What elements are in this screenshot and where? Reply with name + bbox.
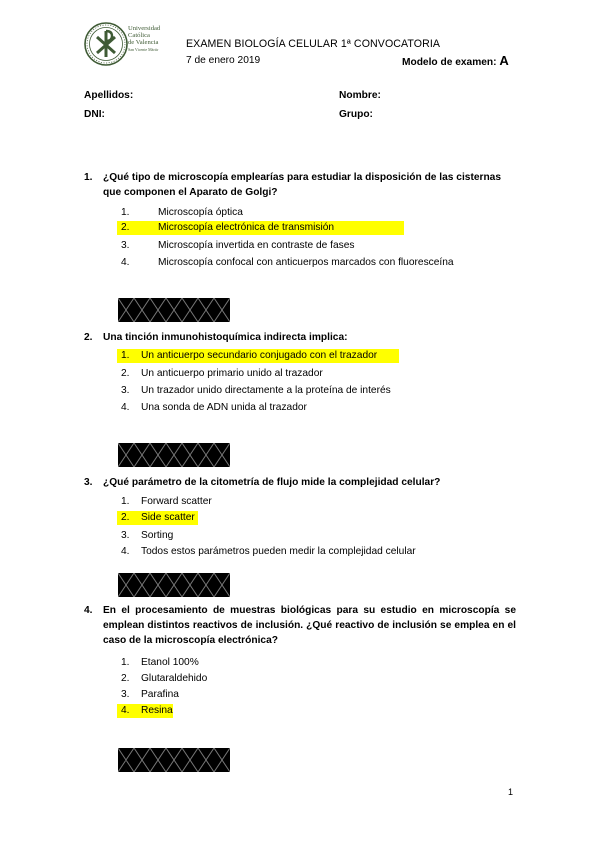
option-text: Sorting: [141, 530, 174, 541]
option-number: 4.: [121, 546, 130, 557]
option-number: 4.: [121, 257, 130, 268]
option-text: Un anticuerpo primario unido al trazador: [141, 368, 323, 379]
q3-option-1: [121, 495, 321, 508]
option-text: Parafina: [141, 689, 179, 700]
exam-model-label: Modelo de examen:: [402, 57, 497, 68]
question-number: 4.: [84, 605, 93, 616]
option-number: 3.: [121, 385, 130, 396]
redacted-answer-box: [118, 573, 230, 597]
exam-date: 7 de enero 2019: [186, 55, 261, 66]
question-text: En el procesamiento de muestras biológicas para su estudio en microscopía se emplean distintos reactivos de inclusión. ¿Qué reactivo de inclusión se emplea en el caso de la microscopía electrónica?: [103, 605, 516, 646]
question-1: [84, 170, 516, 200]
option-text: Microscopía óptica: [158, 207, 243, 218]
option-number: 4.: [121, 402, 130, 413]
option-number: 1.: [121, 657, 130, 668]
option-text: Side scatter: [141, 512, 195, 523]
option-number: 1.: [121, 350, 130, 361]
option-text: Resina: [141, 705, 173, 716]
question-number: 3.: [84, 477, 93, 488]
q2-option-3: [121, 384, 441, 397]
q4-option-3: [121, 688, 321, 701]
q2-option-2: [121, 367, 421, 380]
option-text: Microscopía confocal con anticuerpos marcados con fluoresceína: [158, 257, 454, 268]
option-number: 2.: [121, 368, 130, 379]
university-line-4: San Vicente Mártir: [128, 46, 159, 52]
question-text: ¿Qué tipo de microscopía emplearías para estudiar la disposición de las cisternas que componen el Aparato de Golgi?: [103, 172, 502, 198]
question-3: [84, 475, 516, 490]
option-number: 2.: [121, 512, 130, 523]
question-2: [84, 330, 516, 345]
q2-option-4: [121, 401, 421, 414]
exam-model: [402, 53, 509, 68]
q3-option-4: [121, 545, 461, 558]
option-number: 1.: [121, 496, 130, 507]
university-line-2: Católica: [128, 32, 150, 40]
option-text: Glutaraldehido: [141, 673, 208, 684]
redacted-answer-box: [118, 748, 230, 772]
name-label: Nombre:: [339, 90, 381, 101]
option-text: Un anticuerpo secundario conjugado con el trazador: [141, 350, 378, 361]
q3-option-2: [117, 511, 198, 525]
dni-label: DNI:: [84, 109, 105, 120]
option-number: 3.: [121, 240, 130, 251]
q1-option-3: [121, 239, 481, 252]
option-number: 2.: [121, 673, 130, 684]
university-name: [128, 25, 178, 52]
option-number: 1.: [121, 207, 130, 218]
q1-option-2: [117, 221, 404, 235]
option-number: 2.: [121, 222, 130, 233]
q4-option-4: [117, 704, 173, 718]
q1-option-1: [121, 206, 481, 219]
question-number: 1.: [84, 172, 93, 183]
q4-option-1: [121, 656, 321, 669]
option-number: 3.: [121, 689, 130, 700]
option-number: 4.: [121, 705, 130, 716]
redacted-answer-box: [118, 443, 230, 467]
university-line-1: Universidad: [128, 25, 161, 32]
option-text: Un trazador unido directamente a la proteína de interés: [141, 385, 391, 396]
q1-option-4: [121, 256, 501, 269]
question-4: [84, 603, 516, 649]
option-text: Forward scatter: [141, 496, 212, 507]
redacted-answer-box: [118, 298, 230, 322]
option-text: Todos estos parámetros pueden medir la complejidad celular: [141, 546, 416, 557]
group-label: Grupo:: [339, 109, 373, 120]
option-text: Microscopía electrónica de transmisión: [158, 222, 335, 233]
surname-label: Apellidos:: [84, 90, 134, 101]
exam-model-letter: A: [499, 53, 509, 68]
q3-option-3: [121, 529, 321, 542]
university-seal-icon: [84, 22, 128, 66]
q2-option-1: [117, 349, 399, 363]
q4-option-2: [121, 672, 321, 685]
page-number: 1: [508, 787, 514, 797]
question-text: Una tinción inmunohistoquímica indirecta implica:: [103, 332, 348, 343]
option-number: 3.: [121, 530, 130, 541]
option-text: Microscopía invertida en contraste de fases: [158, 240, 355, 251]
option-text: Etanol 100%: [141, 657, 199, 668]
exam-title: EXAMEN BIOLOGÍA CELULAR 1ª CONVOCATORIA: [186, 38, 441, 50]
question-text: ¿Qué parámetro de la citometría de flujo mide la complejidad celular?: [103, 477, 441, 488]
question-number: 2.: [84, 332, 93, 343]
option-text: Una sonda de ADN unida al trazador: [141, 402, 307, 413]
university-line-3: de Valencia: [128, 39, 159, 47]
